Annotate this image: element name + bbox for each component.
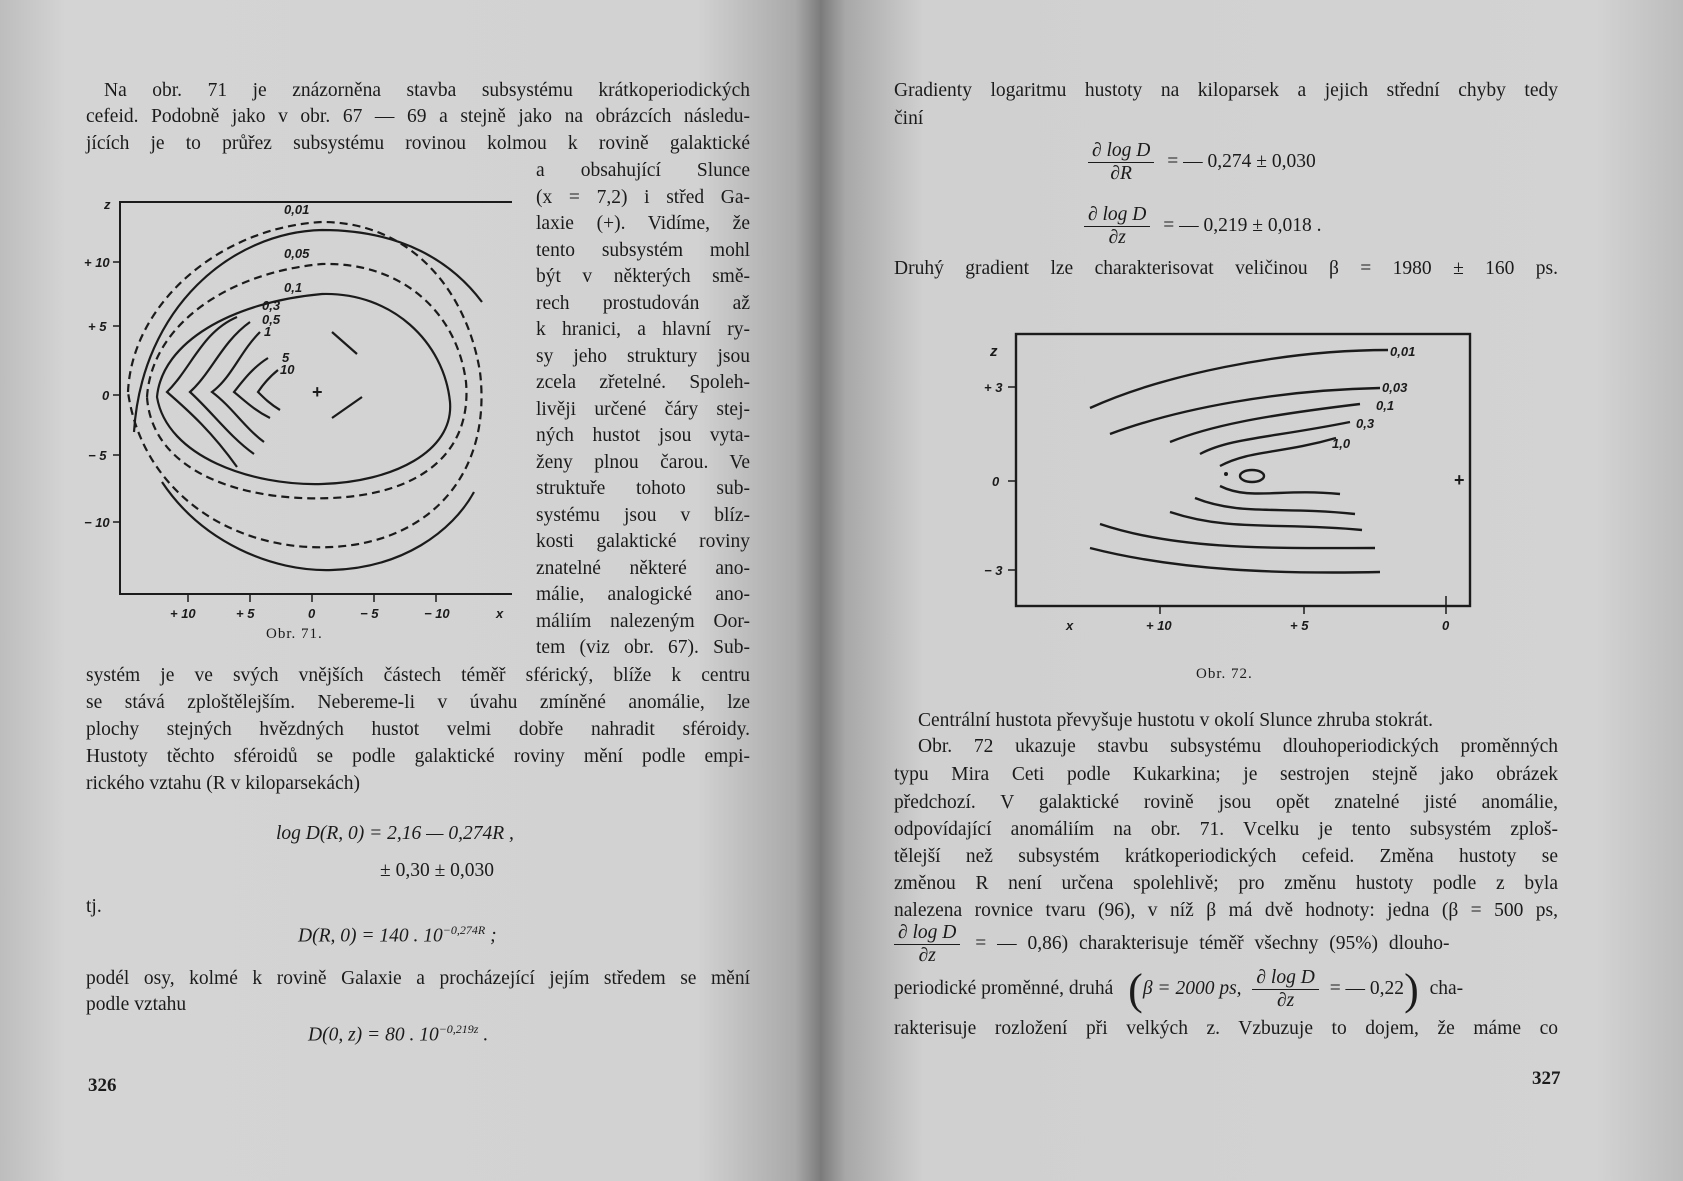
- equation-exponent: −0,274R: [442, 923, 486, 937]
- beta-value: β = 2000 ps,: [1142, 977, 1242, 999]
- y-axis: [1008, 387, 1016, 570]
- left-page: [0, 0, 820, 1181]
- center-mark: +: [1454, 470, 1465, 490]
- y-tick-label: − 3: [984, 563, 1003, 578]
- paragraph-line: tento subsystém mohl: [536, 239, 750, 261]
- contour-solid: [190, 322, 254, 454]
- center-dot: [1224, 472, 1228, 476]
- contour-dashed: [128, 222, 482, 547]
- contour-lines: [128, 222, 482, 570]
- paragraph-line: změnou R není určena spolehlivě; pro změnu hustoty podle z byla: [894, 873, 1558, 894]
- contour-label: 0,03: [1382, 380, 1408, 395]
- center-mark: +: [312, 382, 323, 402]
- contour-line: [1090, 350, 1388, 408]
- paren-close: ): [1404, 965, 1419, 1014]
- paragraph-line: být v některých smě-: [536, 266, 750, 287]
- x-tick-label: − 5: [360, 606, 379, 621]
- equation-exponent: −0,219z: [438, 1022, 479, 1036]
- gradient-value: = — 0,219 ± 0,018 .: [1163, 214, 1322, 236]
- fraction-value: = — 0,22: [1329, 977, 1405, 999]
- contour-line: [1195, 498, 1355, 514]
- paragraph-line: a obsahující Slunce: [536, 160, 750, 181]
- paragraph-line: systému jsou v blíz-: [536, 504, 750, 526]
- axis-label-z: z: [990, 343, 998, 360]
- contour-solid: [234, 358, 270, 418]
- contour-solid: [332, 332, 357, 354]
- paragraph-line: rech prostudován až: [536, 292, 750, 314]
- paragraph-line: zcela zřetelné. Spoleh-: [536, 372, 750, 393]
- contour-label: 0,1: [284, 280, 303, 295]
- x-tick-label: 0: [1442, 618, 1450, 633]
- paragraph-line: systém je ve svých vnějších částech téměř sférický, blíže k centru: [86, 665, 750, 686]
- axis-label-z: z: [104, 197, 111, 212]
- paragraph-line: k hranici, a hlavní ry-: [536, 319, 750, 340]
- equation-main: D(R, 0) = 140 . 10: [298, 925, 443, 947]
- y-tick-label: 0: [102, 388, 110, 403]
- contour-line: [1170, 512, 1362, 530]
- contour-label: 0,1: [1376, 398, 1395, 413]
- paragraph-line: struktuře tohoto sub-: [536, 478, 750, 499]
- contour-label: 0,5: [262, 312, 281, 327]
- paragraph-line: Na obr. 71 je znázorněna stavba subsystému krátkoperiodických: [104, 80, 750, 101]
- paragraph-line: kosti galaktické roviny: [536, 531, 750, 552]
- paragraph-line: nalezena rovnice tvaru (96), v níž β má dvě hodnoty: jedna (β = 500 ps,: [894, 900, 1558, 921]
- equation-main: D(0, z) = 80 . 10: [308, 1024, 439, 1046]
- paragraph-line: ženy plnou čarou. Ve: [536, 451, 750, 473]
- fraction-line: [894, 922, 1558, 967]
- paragraph-line: ných hustot jsou vyta-: [536, 425, 750, 446]
- contour-solid: [332, 397, 362, 418]
- fraction: [1252, 967, 1318, 1012]
- paragraph-line: máliím nalezeným Oor-: [536, 610, 750, 632]
- tj-label: tj.: [86, 896, 102, 917]
- paragraph-line: Hustoty těchto sféroidů se podle galaktické roviny mění podle empi-: [86, 746, 750, 767]
- fraction: [1084, 204, 1150, 249]
- contour-label: 0,3: [1356, 416, 1375, 431]
- paren-open: (: [1128, 965, 1143, 1014]
- fraction-denominator: ∂z: [1277, 990, 1295, 1011]
- paragraph-line: tělejší než subsystém krátkoperiodických cefeid. Změna hustoty se: [894, 846, 1558, 867]
- y-tick-label: + 3: [984, 380, 1003, 395]
- figure-caption: Obr. 72.: [1196, 666, 1253, 682]
- paragraph-line: plochy stejných hvězdných hustot velmi dobře nahradit sféroidy.: [86, 719, 750, 740]
- paragraph-line: podél osy, kolmé k rovině Galaxie a procházející jejím středem se mění: [86, 968, 750, 989]
- y-tick-label: 0: [992, 474, 1000, 489]
- fraction: [894, 922, 960, 967]
- equation-density-r: [298, 923, 497, 948]
- figure-72: [980, 326, 1500, 636]
- y-tick-label: + 10: [84, 255, 110, 270]
- y-tick-label: − 5: [88, 448, 107, 463]
- paragraph-line: typu Mira Ceti podle Kukarkina; je sestrojen stejně jako obrázek: [894, 764, 1558, 785]
- second-fraction-line: [894, 964, 1463, 1015]
- fraction: [1088, 140, 1154, 185]
- fraction-numerator: ∂ log D: [894, 922, 960, 945]
- paragraph-line: jících je to průřez subsystému rovinou kolmou k rovině galaktické: [86, 133, 750, 154]
- contour-outer-solid: [162, 482, 474, 570]
- contour-label: 0,01: [284, 202, 310, 217]
- fraction-denominator: ∂R: [1110, 163, 1132, 184]
- equation-end: .: [478, 1024, 489, 1046]
- paragraph-line: Druhý gradient lze charakterisovat veličinou β = 1980 ± 160 ps.: [894, 258, 1558, 279]
- gradient-equation-z: [1084, 204, 1321, 249]
- line-end: cha-: [1429, 977, 1464, 999]
- fraction-line-text: = — 0,86) charakterisuje téměř všechny (95%) dlouho-: [975, 932, 1450, 954]
- paragraph-line: Gradienty logaritmu hustoty na kiloparsek a jejich střední chyby tedy: [894, 80, 1558, 101]
- paragraph-line: cefeid. Podobně jako v obr. 67 — 69 a stejně jako na obrázcích následu-: [86, 106, 750, 127]
- equation-errors: ± 0,30 ± 0,030: [380, 860, 495, 881]
- paragraph-line: livěji určené čáry stej-: [536, 398, 750, 420]
- x-axis: [188, 594, 436, 602]
- contour-label: 5: [282, 350, 290, 365]
- paragraph-line: (x = 7,2) i střed Ga-: [536, 186, 750, 208]
- paragraph-line: předchozí. V galaktické rovině jsou opět znatelné jisté anomálie,: [894, 792, 1558, 813]
- paragraph-line: podle vztahu: [86, 994, 187, 1015]
- y-tick-label: + 5: [88, 319, 107, 334]
- x-tick-label: + 5: [1290, 618, 1309, 633]
- figure-caption: Obr. 71.: [266, 626, 323, 642]
- contour-label: 1: [264, 324, 272, 339]
- paragraph-line: Centrální hustota převyšuje hustotu v okolí Slunce zhruba stokrát.: [918, 710, 1434, 731]
- paragraph-line: rakterisuje rozložení při velkých z. Vzbuzuje to dojem, že máme co: [894, 1018, 1558, 1039]
- line-start: periodické proměnné, druhá: [894, 977, 1114, 999]
- contour-dashed: [147, 264, 466, 498]
- paragraph-line: se stává zploštělejším. Nebereme-li v úvahu zmíněné anomálie, lze: [86, 692, 750, 713]
- page-number: 326: [88, 1075, 117, 1096]
- contour-line: [1110, 388, 1380, 434]
- y-tick-label: − 10: [84, 515, 110, 530]
- figure-frame: [1016, 334, 1470, 606]
- paragraph-line: Obr. 72 ukazuje stavbu subsystému dlouhoperiodických proměnných: [918, 736, 1558, 757]
- paragraph-line: tem (viz obr. 67). Sub-: [536, 637, 750, 658]
- right-page: [820, 0, 1683, 1181]
- paragraph-line: odpovídající anomáliím na obr. 71. Vcelku je tento subsystém zploš-: [894, 819, 1558, 840]
- contour-lines: [1090, 350, 1388, 573]
- contour-core: [1240, 470, 1264, 482]
- fraction-numerator: ∂ log D: [1084, 204, 1150, 227]
- x-tick-label: 0: [308, 606, 316, 621]
- fraction-denominator: ∂z: [1108, 227, 1126, 248]
- equation-end: ;: [485, 925, 497, 947]
- fraction-numerator: ∂ log D: [1252, 967, 1318, 990]
- contour-label: 1,0: [1332, 436, 1351, 451]
- page-number: 327: [1532, 1068, 1561, 1089]
- x-tick-label: − 10: [424, 606, 450, 621]
- paragraph-line: činí: [894, 108, 924, 129]
- contour-line: [1220, 486, 1340, 494]
- axis-label-x: x: [1066, 618, 1074, 633]
- figure-71: [72, 192, 512, 642]
- paragraph-line: znatelné některé ano-: [536, 557, 750, 579]
- contour-label: 0,05: [284, 246, 310, 261]
- x-tick-label: + 10: [1146, 618, 1172, 633]
- fraction-denominator: ∂z: [918, 945, 936, 966]
- contour-solid: [167, 317, 237, 467]
- equation-density-z: [308, 1022, 488, 1047]
- paragraph-line: laxie (+). Vidíme, že: [536, 213, 750, 234]
- contour-label: 0,3: [262, 298, 281, 313]
- gradient-value: = — 0,274 ± 0,030: [1167, 150, 1316, 172]
- contour-label: 10: [280, 362, 295, 377]
- x-tick-label: + 5: [236, 606, 255, 621]
- paragraph-line: rického vztahu (R v kiloparsekách): [86, 773, 360, 794]
- contour-line: [1090, 548, 1380, 573]
- equation-log-density: log D(R, 0) = 2,16 — 0,274R ,: [276, 823, 514, 844]
- contour-solid: [258, 370, 280, 410]
- paragraph-line: sy jeho struktury jsou: [536, 345, 750, 367]
- fraction-numerator: ∂ log D: [1088, 140, 1154, 163]
- x-tick-label: + 10: [170, 606, 196, 621]
- y-axis: [113, 262, 120, 522]
- axis-label-x: x: [496, 606, 504, 621]
- contour-label: 0,01: [1390, 344, 1416, 359]
- paragraph-line: málie, analogické ano-: [536, 584, 750, 605]
- contour-solid: [157, 294, 450, 484]
- gradient-equation-r: [1088, 140, 1316, 185]
